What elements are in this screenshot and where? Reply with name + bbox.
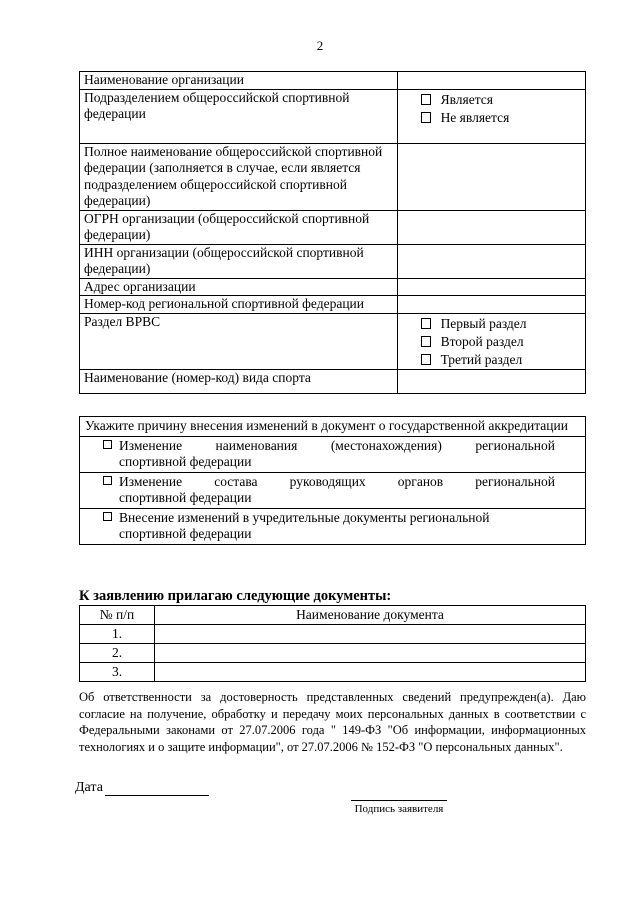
- federation-code-value[interactable]: [397, 296, 585, 314]
- checkbox[interactable]: [103, 440, 112, 449]
- table-row: [80, 72, 586, 90]
- reason-option-leadership-change[interactable]: Изменение состава руководящих органов региональной спортивной федерации: [80, 472, 586, 508]
- table-row: [80, 508, 586, 544]
- table-row: [80, 296, 586, 314]
- ogrn-value[interactable]: [397, 210, 585, 244]
- reason-option-charter-change[interactable]: Внесение изменений в учредительные документы региональной спортивной федерации: [80, 508, 586, 544]
- table-row: [80, 369, 586, 393]
- address-value[interactable]: [397, 278, 585, 296]
- table-row: [80, 663, 586, 682]
- signature-line[interactable]: [351, 800, 447, 801]
- inn-value[interactable]: [397, 244, 585, 278]
- document-name-field[interactable]: [155, 644, 586, 663]
- federation-code-label: Номер-код региональной спортивной федерации: [80, 296, 398, 314]
- table-row: [80, 417, 586, 437]
- document-name-field[interactable]: [155, 625, 586, 644]
- table-row: [80, 625, 586, 644]
- table-row: [80, 436, 586, 472]
- option-second-section[interactable]: Второй раздел: [421, 333, 581, 351]
- consent-paragraph: Об ответственности за достоверность представленных сведений предупрежден(а). Даю согласие на получение, обработку и передачу моих персональных данных в соответствии с Федеральными законами от 27.07.2006 года " 149-ФЗ "Об информации, информационных технологиях и о защите информации", от 27.07.2006 № 152-ФЗ "О персональных данных".: [79, 690, 586, 754]
- date-label: Дата: [75, 780, 103, 795]
- checkbox[interactable]: [103, 476, 112, 485]
- option-first-section[interactable]: Первый раздел: [421, 315, 581, 333]
- option-third-section[interactable]: Третий раздел: [421, 351, 581, 369]
- date-input-line[interactable]: [105, 795, 209, 796]
- row-number: 3.: [80, 663, 155, 682]
- subdivision-label: Подразделением общероссийской спортивной федерации: [80, 89, 398, 143]
- checkbox[interactable]: [421, 94, 431, 105]
- table-row: [80, 244, 586, 278]
- table-row: [80, 278, 586, 296]
- federation-full-name-label: Полное наименование общероссийской спортивной федерации (заполняется в случае, если является подразделением общероссийской спортивной федерации): [80, 143, 398, 210]
- table-row: [80, 472, 586, 508]
- checkbox[interactable]: [103, 512, 112, 521]
- sport-name-label: Наименование (номер-код) вида спорта: [80, 369, 398, 393]
- row-number: 1.: [80, 625, 155, 644]
- sport-name-value[interactable]: [397, 369, 585, 393]
- row-number: 2.: [80, 644, 155, 663]
- subdivision-options: [397, 89, 585, 143]
- address-label: Адрес организации: [80, 278, 398, 296]
- organization-info-table: [79, 71, 586, 394]
- change-reason-prompt: Укажите причину внесения изменений в документ о государственной аккредитации: [80, 417, 586, 437]
- signature-label: Подпись заявителя: [354, 803, 444, 815]
- table-row: [80, 313, 586, 369]
- documents-table: [79, 605, 586, 682]
- checkbox[interactable]: [421, 112, 431, 123]
- page-number: 2: [316, 38, 324, 53]
- vrvs-section-options: [397, 313, 585, 369]
- checkbox[interactable]: [421, 336, 431, 347]
- table-row: [80, 89, 586, 143]
- inn-label: ИНН организации (общероссийской спортивной федерации): [80, 244, 398, 278]
- table-header-row: [80, 606, 586, 625]
- document-name-field[interactable]: [155, 663, 586, 682]
- reason-option-name-change[interactable]: Изменение наименования (местонахождения) региональной спортивной федерации: [80, 436, 586, 472]
- change-reason-table: [79, 416, 586, 545]
- option-not-subdivision[interactable]: Не является: [421, 109, 581, 127]
- org-name-value[interactable]: [397, 72, 585, 90]
- table-row: [80, 210, 586, 244]
- org-name-label: Наименование организации: [80, 72, 398, 90]
- ogrn-label: ОГРН организации (общероссийской спортивной федерации): [80, 210, 398, 244]
- documents-heading: К заявлению прилагаю следующие документы:: [79, 588, 392, 604]
- vrvs-section-label: Раздел ВРВС: [80, 313, 398, 369]
- option-is-subdivision[interactable]: Является: [421, 91, 581, 109]
- federation-full-name-value[interactable]: [397, 143, 585, 210]
- column-header-document-name: Наименование документа: [155, 606, 586, 625]
- column-header-number: № п/п: [80, 606, 155, 625]
- checkbox[interactable]: [421, 318, 431, 329]
- checkbox[interactable]: [421, 354, 431, 365]
- table-row: [80, 644, 586, 663]
- table-row: [80, 143, 586, 210]
